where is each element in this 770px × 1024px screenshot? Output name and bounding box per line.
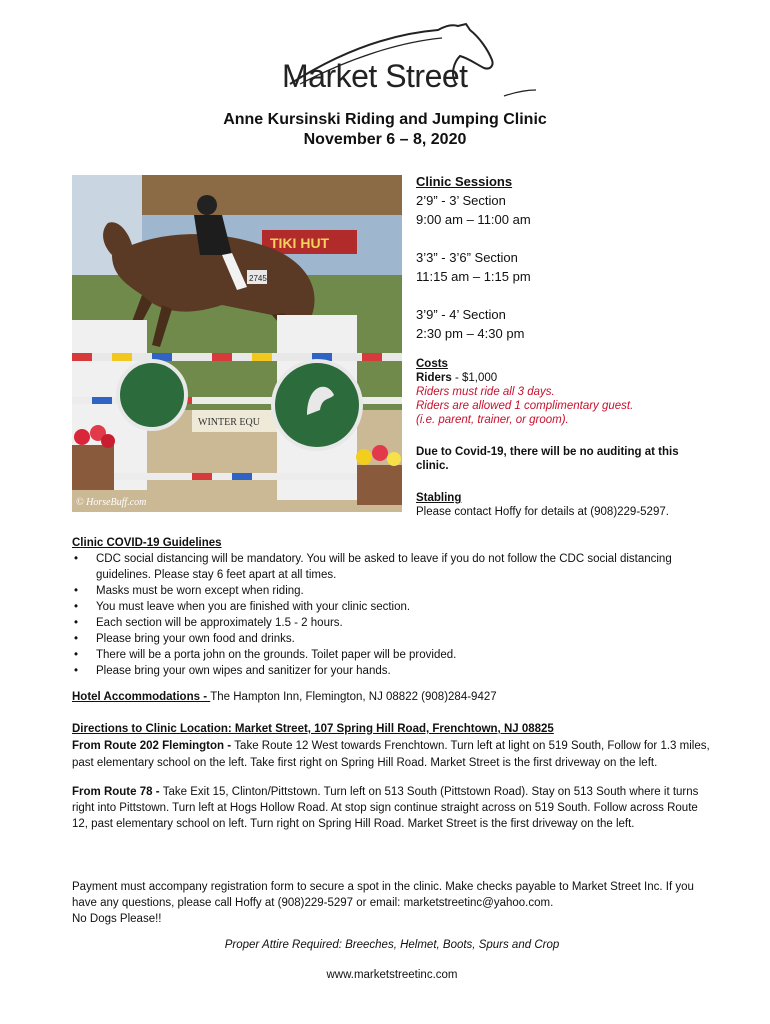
directions-section [72, 721, 712, 832]
list-item: • CDC social distancing will be mandatory. You will be asked to leave if you do not follow the CDC social distancing guidelines. Please stay 6 feet apart at all times. [72, 551, 712, 583]
list-item: • Masks must be worn except when riding. [72, 583, 712, 599]
session-3-section: 3’9” - 4’ Section [416, 307, 506, 322]
hotel-label: Hotel Accommodations - [72, 691, 211, 703]
market-street-logo [270, 22, 540, 104]
covid-notice: Due to Covid-19, there will be no auditing at this clinic. [416, 446, 679, 472]
riders-label: Riders [416, 372, 452, 384]
route-202-label: From Route 202 Flemington - [72, 740, 235, 752]
website-link[interactable]: www.marketstreetinc.com [326, 969, 458, 981]
list-item: • Please bring your own wipes and sanitizer for your hands. [72, 663, 712, 679]
attire-note: Proper Attire Required: Breeches, Helmet, Boots, Spurs and Crop [224, 939, 560, 951]
covid-guidelines [72, 535, 712, 679]
guidelines-heading: Clinic COVID-19 Guidelines [72, 537, 222, 549]
horse-jumping-illustration [72, 175, 402, 512]
route-202-text: Take Route 12 West towards Frenchtown. Turn left at light on 519 South, Follow for 1.3 miles, past elementary school on the left. Take first right on Spring Hill Road. Market Street is the first driveway on the left. [72, 740, 710, 769]
list-item: • Please bring your own food and drinks. [72, 631, 712, 647]
session-3-time: 2:30 pm – 4:30 pm [416, 326, 525, 341]
clinic-dates: November 6 – 8, 2020 [303, 131, 467, 148]
session-1-section: 2’9” - 3’ Section [416, 193, 506, 208]
bib-number: 2745 [249, 274, 267, 283]
clinic-info-sidebar [416, 172, 716, 519]
tiki-sign: TIKI HUT [270, 235, 330, 251]
route-78-directions [72, 784, 712, 832]
cost-note-1: Riders must ride all 3 days. [416, 386, 555, 398]
session-2-time: 11:15 am – 1:15 pm [416, 269, 531, 284]
clinic-title: Anne Kursinski Riding and Jumping Clinic [223, 111, 547, 128]
banner-text: WINTER EQU [198, 417, 260, 428]
hotel-text: The Hampton Inn, Flemington, NJ 08822 (908)284-9427 [210, 691, 497, 703]
cost-note-2: Riders are allowed 1 complimentary guest. [416, 400, 634, 412]
logo-text: Market Street [282, 58, 468, 94]
directions-heading: Directions to Clinic Location: Market Street, 107 Spring Hill Road, Frenchtown, NJ 08825 [72, 723, 554, 735]
no-dogs-text: No Dogs Please!! [72, 913, 162, 925]
session-2-section: 3’3” - 3’6” Section [416, 250, 518, 265]
guidelines-list [72, 551, 712, 679]
photo-credit: © HorseBuff.com [76, 497, 147, 508]
session-1-time: 9:00 am – 11:00 am [416, 212, 531, 227]
list-item: • Each section will be approximately 1.5 - 2 hours. [72, 615, 712, 631]
riders-cost [416, 371, 716, 385]
route-202-directions [72, 738, 712, 772]
sessions-heading: Clinic Sessions [416, 174, 513, 189]
riders-value: - $1,000 [451, 372, 498, 384]
route-78-label: From Route 78 - [72, 786, 163, 798]
payment-text: Payment must accompany registration form to secure a spot in the clinic. Make checks payable to Market Street Inc. If you have any questions, please call Hoffy at (908)229-5297 or email: marketstreetinc@yahoo.com. [72, 881, 694, 909]
stabling-text: Please contact Hoffy for details at (908)229-5297. [416, 506, 669, 518]
costs-heading: Costs [416, 358, 448, 370]
stabling-heading: Stabling [416, 492, 462, 504]
horse-jumping-photo [72, 175, 402, 512]
hotel-accommodations [72, 689, 712, 705]
route-78-text: Take Exit 15, Clinton/Pittstown. Turn left on 513 South (Pittstown Road). Stay on 513 South where it turns right into Pittstown. Turn left at Hogs Hollow Road. At stop sign continue straight across on 519 South. Follow across Route 12, past elementary school on left. Turn right on Spring Hill Road. Market Street is the first driveway on the left. [72, 786, 699, 830]
list-item: • You must leave when you are finished with your clinic section. [72, 599, 712, 615]
cost-note-3: (i.e. parent, trainer, or groom). [416, 414, 569, 426]
list-item: • There will be a porta john on the grounds. Toilet paper will be provided. [72, 647, 712, 663]
payment-section [72, 879, 712, 927]
